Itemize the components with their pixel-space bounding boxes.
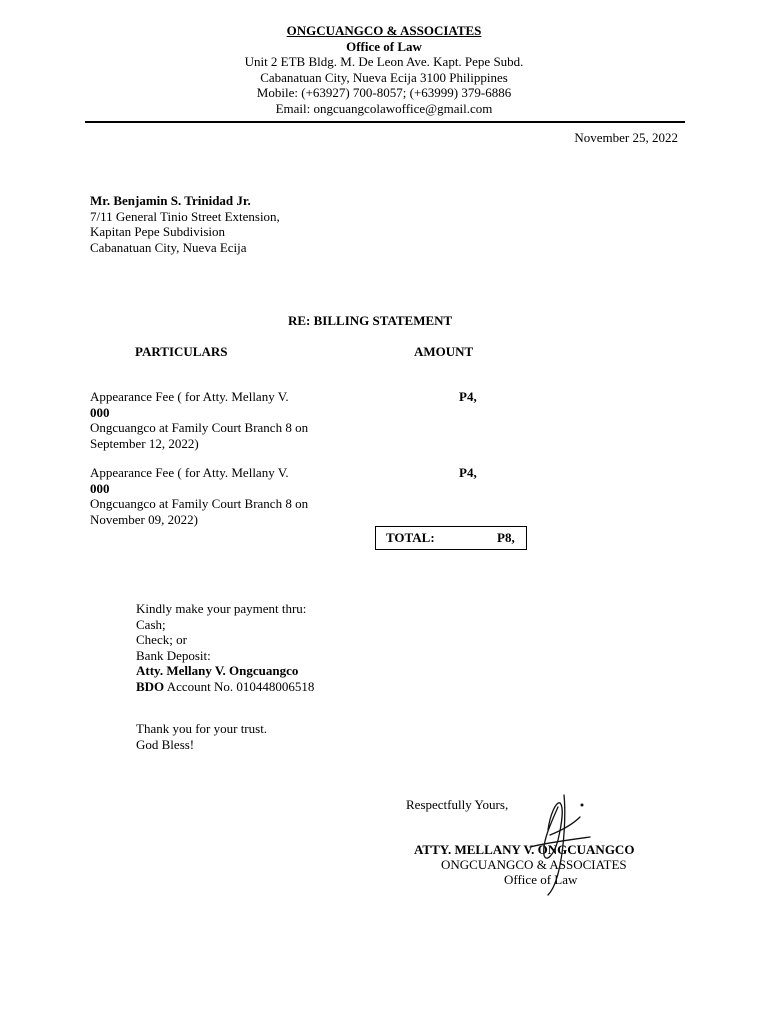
signatory-office: Office of Law <box>504 872 578 887</box>
address-line-2: Cabanatuan City, Nueva Ecija 3100 Philippines <box>260 69 508 85</box>
recipient-address-1: 7/11 General Tinio Street Extension, <box>90 208 280 224</box>
header-divider <box>85 121 685 123</box>
billing-item <box>90 465 308 527</box>
column-header-particulars: PARTICULARS <box>135 344 228 359</box>
item-description-line: November 09, 2022) <box>90 511 198 527</box>
recipient-block <box>90 193 280 255</box>
total-label: TOTAL: <box>386 530 435 545</box>
signatory-firm: ONGCUANGCO & ASSOCIATES <box>441 857 627 872</box>
total-box <box>375 526 527 550</box>
salutation: Respectfully Yours, <box>406 797 509 812</box>
letter-date: November 25, 2022 <box>574 130 678 145</box>
column-header-amount: AMOUNT <box>414 344 474 359</box>
recipient-address-3: Cabanatuan City, Nueva Ecija <box>90 239 247 255</box>
subject-line: RE: BILLING STATEMENT <box>288 313 453 328</box>
total-amount: P8, <box>497 530 515 545</box>
office-title: Office of Law <box>346 38 422 54</box>
firm-name: ONGCUANGCO & ASSOCIATES <box>286 23 482 38</box>
item-description-line: Appearance Fee ( for Atty. Mellany V. <box>90 465 289 480</box>
item-amount-overflow: 000 <box>90 480 110 496</box>
payment-option-bank: Bank Deposit: <box>136 647 211 663</box>
payment-option-cash: Cash; <box>136 616 166 632</box>
account-number-line <box>136 679 314 695</box>
recipient-name: Mr. Benjamin S. Trinidad Jr. <box>90 193 251 208</box>
billing-item <box>90 389 308 451</box>
item-description-line: Ongcuangco at Family Court Branch 8 on <box>90 420 309 435</box>
item-amount-overflow: 000 <box>90 404 110 420</box>
item-description-line: Appearance Fee ( for Atty. Mellany V. <box>90 389 289 404</box>
payment-block <box>136 601 314 694</box>
item-description-line: September 12, 2022) <box>90 435 199 451</box>
closing-block <box>136 721 267 752</box>
handwritten-signature <box>520 785 600 900</box>
account-number: Account No. 010448006518 <box>164 678 315 694</box>
thanks-line: Thank you for your trust. <box>136 721 268 736</box>
item-amount: P4, <box>459 389 477 404</box>
item-amount: P4, <box>459 465 477 480</box>
mobile-line: Mobile: (+63927) 700-8057; (+63999) 379-6886 <box>256 85 512 100</box>
recipient-address-2: Kapitan Pepe Subdivision <box>90 224 226 239</box>
blessing-line: God Bless! <box>136 736 195 752</box>
bank-name: BDO <box>136 678 165 694</box>
payment-option-check: Check; or <box>136 632 187 647</box>
signatory-name: ATTY. MELLANY V. ONGCUANGCO <box>414 842 635 857</box>
payment-intro: Kindly make your payment thru: <box>136 601 307 616</box>
email-line: Email: ongcuangcolawoffice@gmail.com <box>275 100 493 116</box>
account-name: Atty. Mellany V. Ongcuangco <box>136 663 299 678</box>
letterhead <box>0 23 768 116</box>
item-description-line: Ongcuangco at Family Court Branch 8 on <box>90 496 309 511</box>
address-line-1: Unit 2 ETB Bldg. M. De Leon Ave. Kapt. Pepe Subd. <box>244 54 524 69</box>
